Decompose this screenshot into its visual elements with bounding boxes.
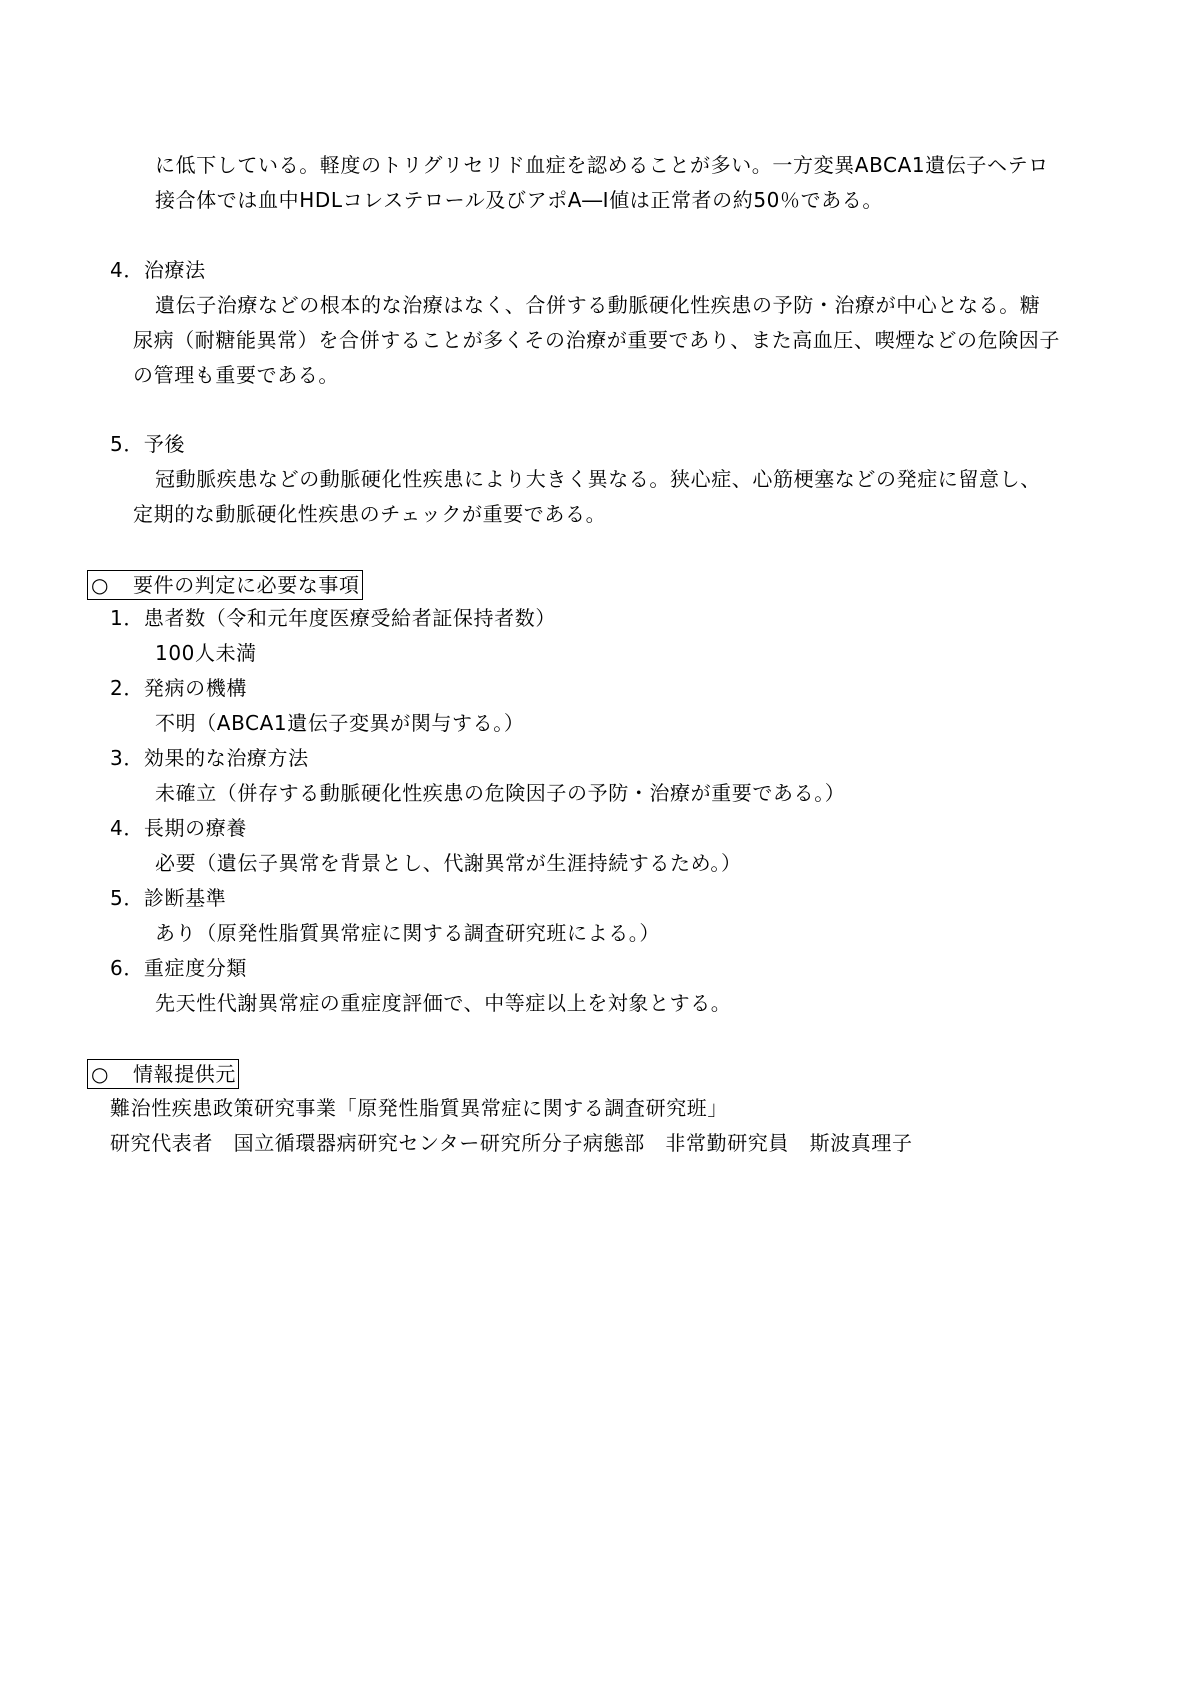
source-line-1: 難治性疾患政策研究事業「原発性脂質異常症に関する調査研究班」 (110, 1096, 728, 1120)
source-heading-box (87, 1059, 239, 1089)
requirement-label-1: 1．患者数（令和元年度医療受給者証保持者数） (110, 606, 556, 630)
section-5-heading: 5．予後 (110, 432, 186, 456)
requirement-label-3: 3．効果的な治療方法 (110, 746, 309, 770)
source-heading: 情報提供元 (133, 1062, 236, 1086)
source-line-2: 研究代表者 国立循環器病研究センター研究所分子病態部 非常勤研究員 斯波真理子 (110, 1131, 913, 1155)
requirement-label-2: 2．発病の機構 (110, 676, 247, 700)
requirement-value-1: 100人未満 (155, 641, 257, 665)
section-5-line-1: 冠動脈疾患などの動脈硬化性疾患により大きく異なる。狭心症、心筋梗塞などの発症に留意し、 (155, 467, 1041, 491)
section-4-heading: 4．治療法 (110, 258, 206, 282)
requirement-value-5: あり（原発性脂質異常症に関する調査研究班による。） (155, 921, 660, 945)
section-4-line-2: 尿病（耐糖能異常）を合併することが多くその治療が重要であり、また高血圧、喫煙などの危険因子 (133, 328, 1060, 352)
section-5-line-2: 定期的な動脈硬化性疾患のチェックが重要である。 (133, 502, 607, 526)
requirement-value-6: 先天性代謝異常症の重症度評価で、中等症以上を対象とする。 (155, 991, 732, 1015)
requirement-label-4: 4．長期の療養 (110, 816, 247, 840)
requirement-label-6: 6．重症度分類 (110, 956, 247, 980)
requirement-value-3: 未確立（併存する動脈硬化性疾患の危険因子の予防・治療が重要である。） (155, 781, 846, 805)
section-4-line-3: の管理も重要である。 (133, 363, 339, 387)
requirement-value-2: 不明（ABCA1遺伝子変異が関与する。） (155, 711, 525, 735)
intro-line-2: 接合体では血中HDLコレステロール及びアポA―I値は正常者の約50％である。 (155, 188, 884, 212)
requirement-label-5: 5．診断基準 (110, 886, 227, 910)
circle-marker-icon: ○ (91, 1062, 110, 1086)
requirements-heading-box (87, 570, 363, 600)
section-4-line-1: 遺伝子治療などの根本的な治療はなく、合併する動脈硬化性疾患の予防・治療が中心となる。糖 (155, 293, 1041, 317)
circle-marker-icon: ○ (91, 573, 110, 597)
intro-line-1: に低下している。軽度のトリグリセリド血症を認めることが多い。一方変異ABCA1遺伝子ヘテロ (155, 153, 1049, 177)
requirements-heading: 要件の判定に必要な事項 (133, 573, 360, 597)
requirement-value-4: 必要（遺伝子異常を背景とし、代謝異常が生涯持続するため。） (155, 851, 742, 875)
